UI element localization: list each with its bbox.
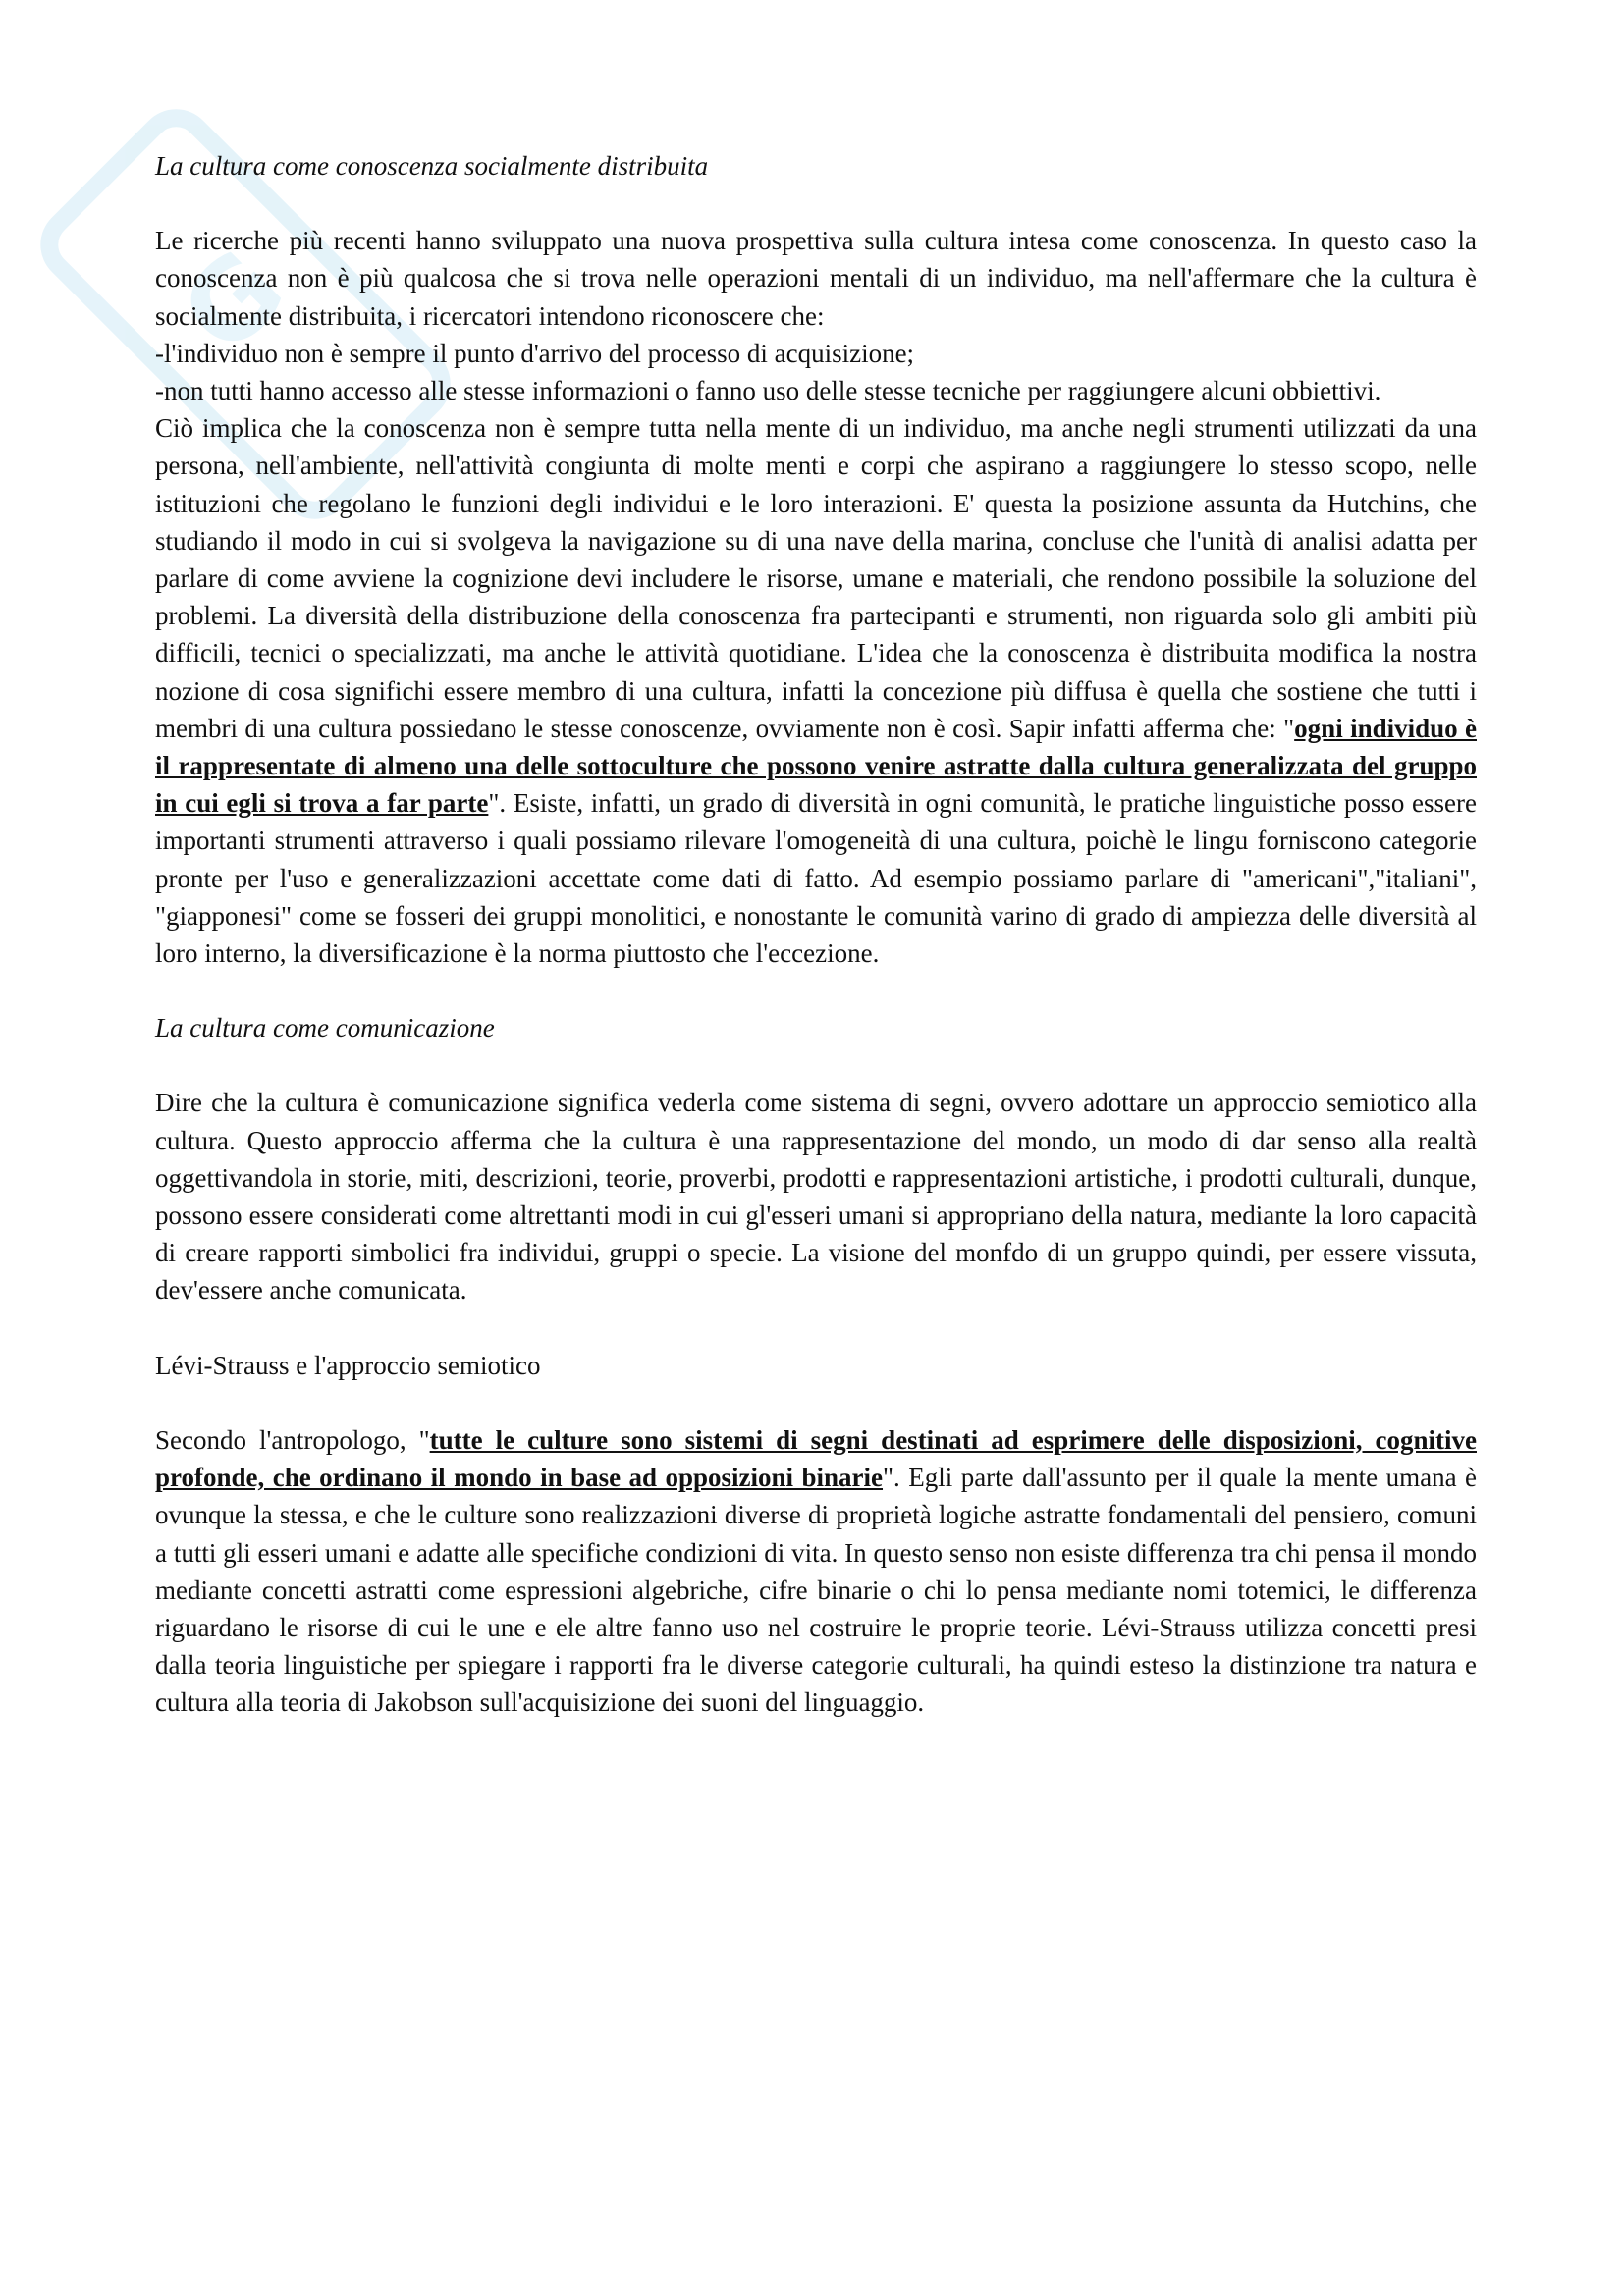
sapir-quote: ogni individuo è il rappresentate di almeno una delle sottoculture che possono venire astratte dalla cultura generalizzata del gruppo in cui egli si trova a far parte (155, 713, 1477, 819)
levi-strauss-quote: tutte le culture sono sistemi di segni destinati ad esprimere delle disposizioni, cognitive profonde, che ordinano il mondo in base ad opposizioni binarie (155, 1424, 1477, 1493)
section-heading-levi-strauss: Lévi-Strauss e l'approccio semiotico (155, 1350, 541, 1380)
paragraph-text: ". Egli parte dall'assunto per il quale la mente umana è ovunque la stessa, e che le culture sono realizzazioni diverse di proprietà logiche astratte fondamentali del pensiero, comuni a tutti gli esseri umani e adatte alle specifiche condizioni di vita. In questo senso non esiste differenza tra chi pensa il mondo mediante concetti astratti come espressioni algebriche, cifre binarie o chi lo pensa mediante nomi totemici, le differenza riguardano le risorse di cui le une e ele altre fanno uso nel costruire le proprie teorie. Lévi-Strauss utilizza concetti presi dalla teoria linguistiche per spiegare i rapporti fra le diverse categorie culturali, ha quindi esteso la distinzione tra natura e cultura alla teoria di Jakobson sull'acquisizione dei suoni del linguaggio. (155, 1463, 1478, 1718)
paragraph-text: ". Esiste, infatti, un grado di diversità in ogni comunità, le pratiche linguistiche posso essere importanti strumenti attraverso i quali possiamo rilevare l'omogeneità di una cultura, poichè le lingu forniscono categorie pronte per l'uso e generalizzazioni accettate come dati di fatto. Ad esempio possiamo parlare di "americani","italiani", "giapponesi" come se fosseri dei gruppi monolitici, e nonostante le comunità varino di grado di ampiezza delle diversità al loro interno, la diversificazione è la norma piuttosto che l'eccezione. (155, 788, 1477, 969)
document-body (155, 147, 1477, 1722)
paragraph: Dire che la cultura è comunicazione significa vederla come sistema di segni, ovvero adottare un approccio semiotico alla cultura. Questo approccio afferma che la cultura è una rappresentazione del mondo, un modo di dar senso alla realtà oggettivandola in storie, miti, descrizioni, teorie, proverbi, prodotti e rappresentazioni artistiche, i prodotti culturali, dunque, possono essere considerati come altrettanti modi in cui gl'esseri umani si appropriano della natura, mediante la loro capacità di creare rapporti simbolici fra individui, gruppi o specie. La visione del monfdo di un gruppo quindi, per essere vissuta, dev'essere anche comunicata. (155, 1088, 1477, 1306)
section-heading-comunicazione: La cultura come comunicazione (155, 1013, 495, 1043)
svg-text:G: G (157, 226, 309, 378)
paragraph-text: Ciò implica che la conoscenza non è sempre tutta nella mente di un individuo, ma anche negli strumenti utilizzati da una persona, nell'ambiente, nell'attività congiunta di molte menti e corpi che aspirano a raggiungere lo stesso scopo, nelle istituzioni che regolano le funzioni degli individui e le loro interazioni. E' questa la posizione assunta da Hutchins, che studiando il modo in cui si svolgeva la navigazione su di una nave della marina, concluse che l'unità di analisi adatta per parlare di come avviene la cognizione devi includere le risorse, umane e materiali, che rendono possibile la soluzione del problemi. La diversità della distribuzione della conoscenza fra partecipanti e strumenti, non riguarda solo gli ambiti più difficili, tecnici o specializzati, ma anche le attività quotidiane. L'idea che la conoscenza è distribuita modifica la nostra nozione di cosa significhi essere membro di una cultura, infatti la concezione più diffusa è quella che sostiene che tutti i membri di una cultura possiedano le stesse conoscenze, ovviamente non è così. Sapir infatti afferma che: " (155, 413, 1477, 743)
list-item: -l'individuo non è sempre il punto d'arrivo del processo di acquisizione; (155, 338, 915, 368)
list-item: -non tutti hanno accesso alle stesse informazioni o fanno uso delle stesse tecniche per raggiungere alcuni obbiettivi. (155, 376, 1381, 406)
paragraph (155, 409, 1477, 972)
paragraph-text: Secondo l'antropologo, " (155, 1424, 430, 1455)
paragraph (155, 1421, 1477, 1722)
section-heading-conoscenza: La cultura come conoscenza socialmente distribuita (155, 151, 709, 181)
paragraph: Le ricerche più recenti hanno sviluppato una nuova prospettiva sulla cultura intesa come conoscenza. In questo caso la conoscenza non è più qualcosa che si trova nelle operazioni mentali di un individuo, ma nell'affermare che la cultura è socialmente distribuita, i ricercatori intendono riconoscere che: (155, 226, 1477, 331)
